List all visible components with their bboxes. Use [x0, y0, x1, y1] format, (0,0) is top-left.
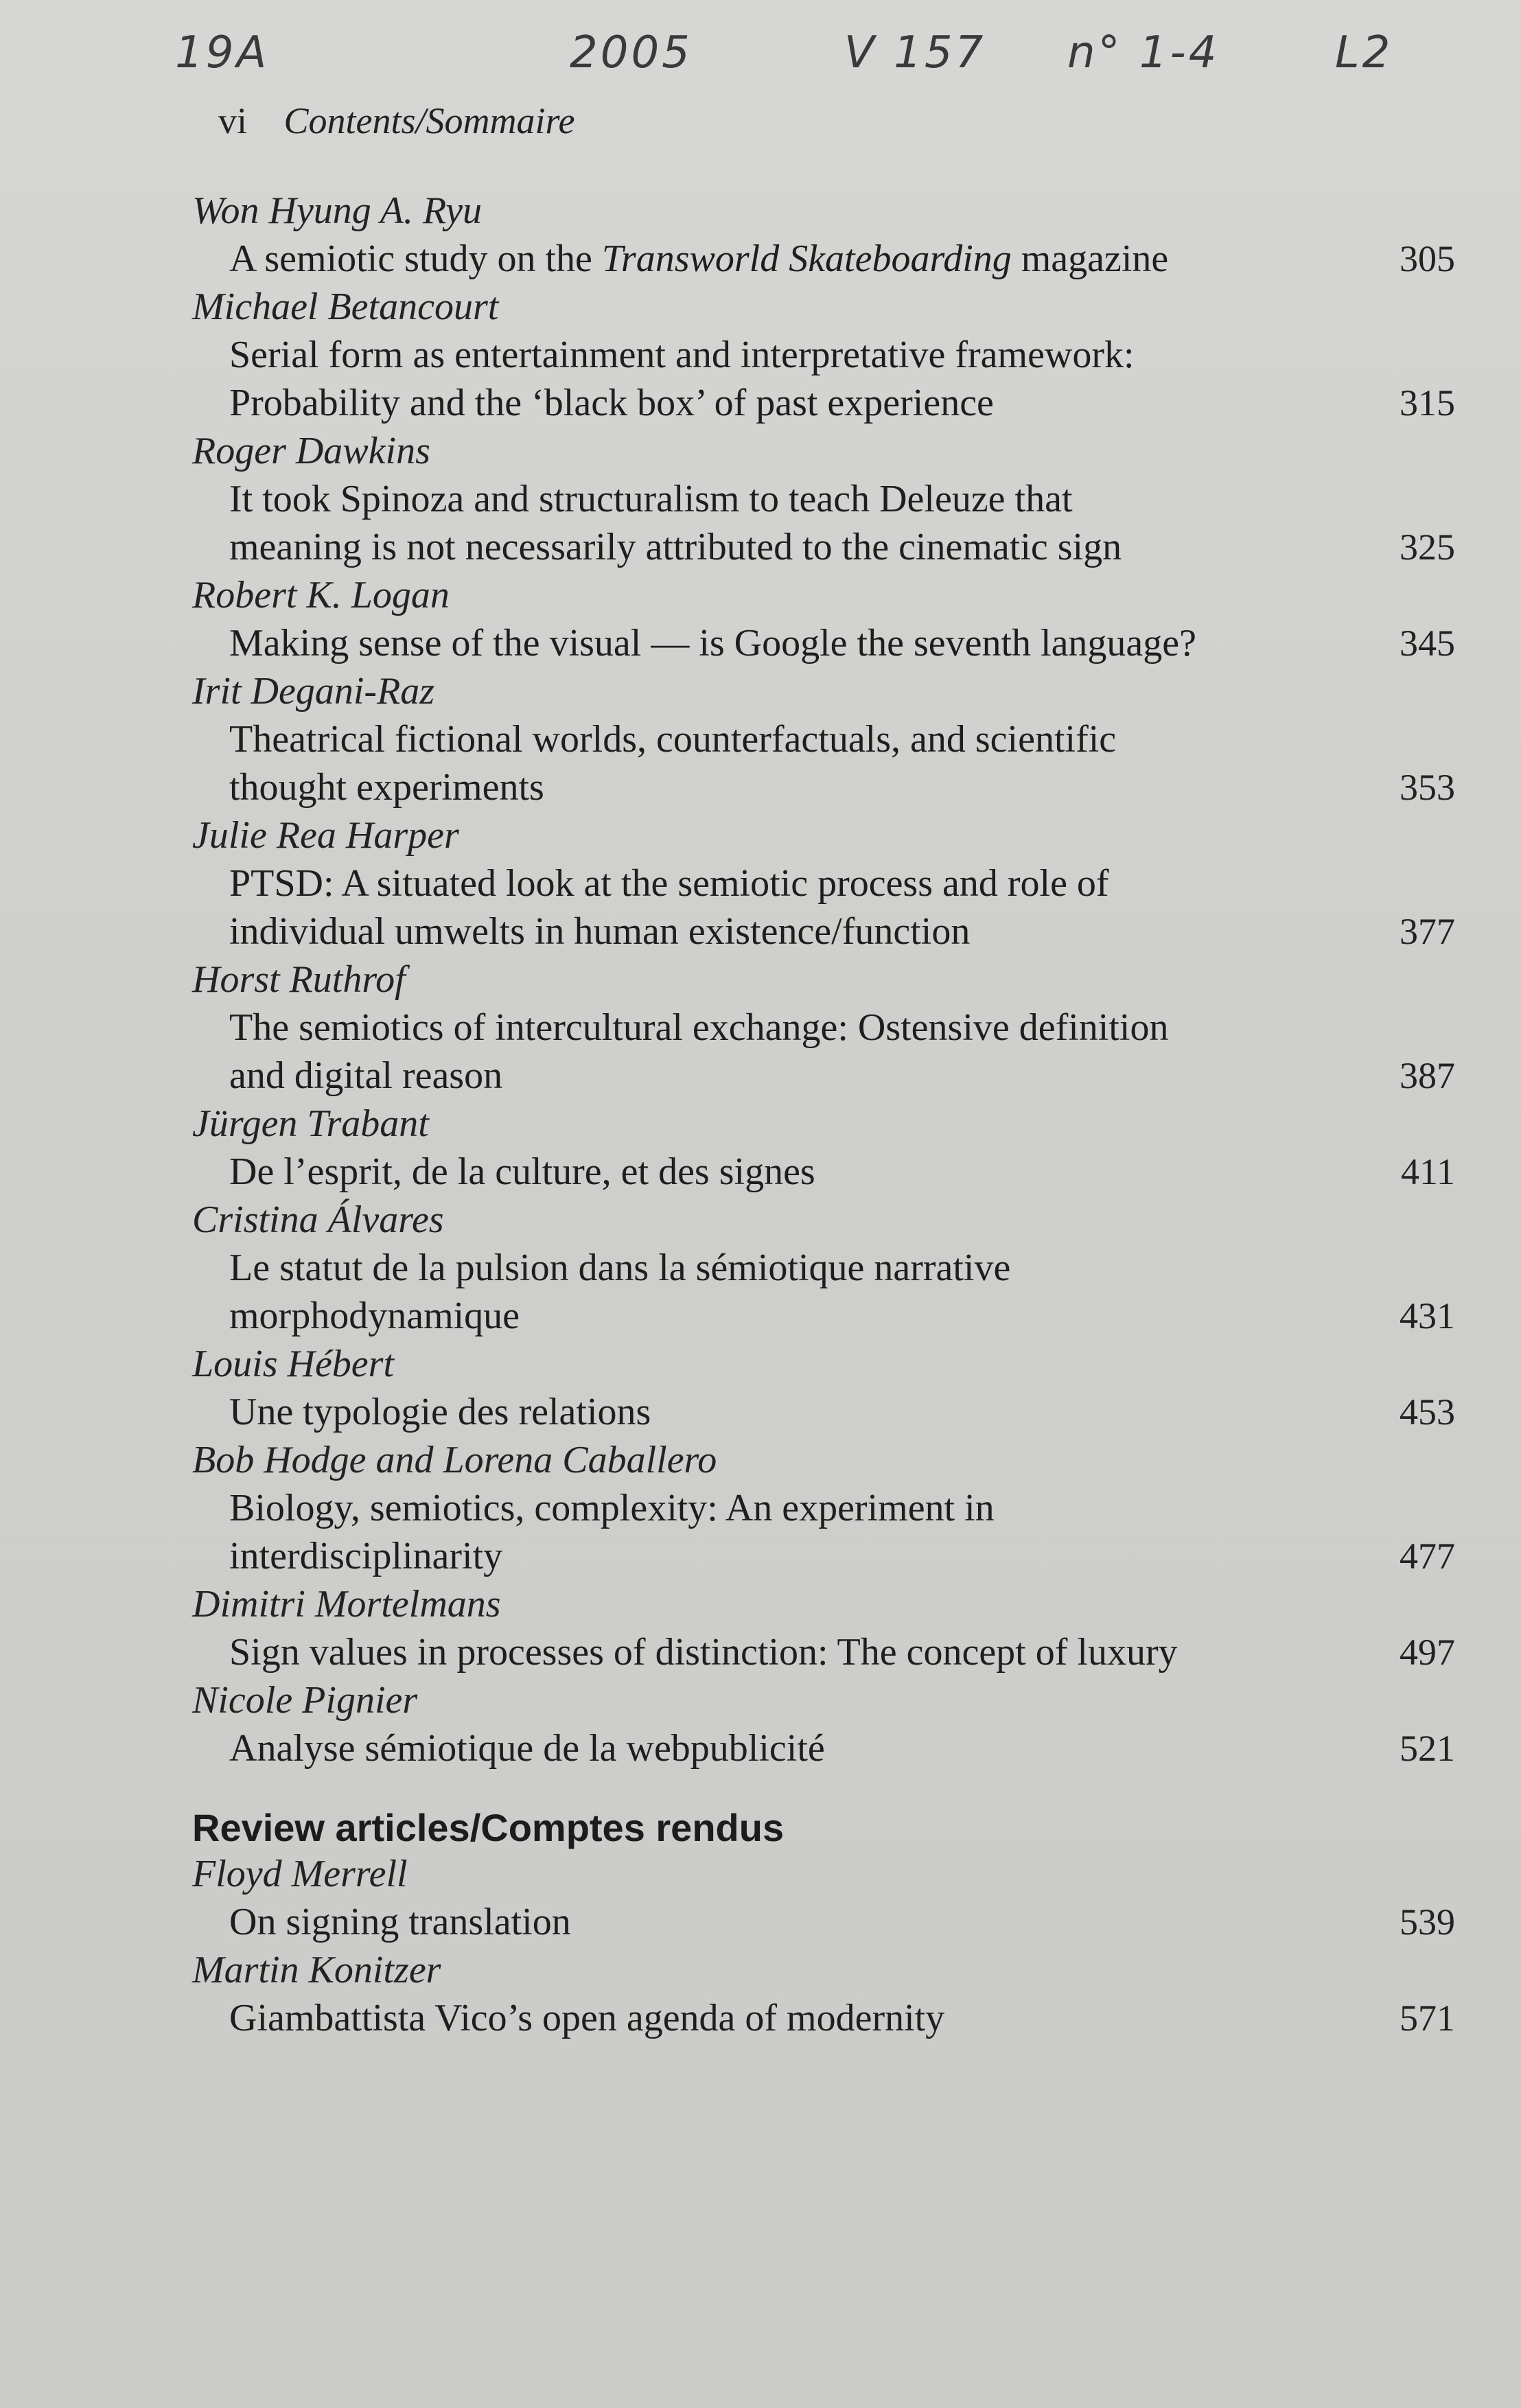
- entry-title-line: The semiotics of intercultural exchange: Ostensive definition: [229, 1006, 1169, 1049]
- entry-author: Roger Dawkins: [192, 430, 430, 472]
- entry-title: [192, 331, 1469, 427]
- entry-title-line: Probability and the ‘black box’ of past experience: [229, 382, 994, 424]
- entry-title-line: thought experiments: [229, 766, 544, 809]
- entry-title-line: meaning is not necessarily attributed to the cinematic sign: [229, 526, 1122, 568]
- entry-title: [192, 1628, 1469, 1676]
- entry-page-number: 387: [1400, 1055, 1455, 1096]
- entry-author: Martin Konitzer: [192, 1949, 441, 1991]
- entry-title-line: morphodynamique: [229, 1295, 520, 1337]
- entry-author: Julie Rea Harper: [192, 814, 459, 857]
- entry-title-line: and digital reason: [229, 1054, 503, 1097]
- entry-author: Nicole Pignier: [192, 1679, 418, 1722]
- toc-entry: [192, 1676, 1469, 1772]
- entry-title-text: magazine: [1011, 238, 1169, 280]
- entry-author: Irit Degani-Raz: [192, 670, 435, 713]
- entry-author: Floyd Merrell: [192, 1853, 408, 1895]
- entry-title-line: Une typologie des relations: [229, 1391, 651, 1433]
- entry-title-line: individual umwelts in human existence/function: [229, 910, 971, 953]
- entry-page-number: 521: [1400, 1728, 1455, 1769]
- toc-entry: [192, 1436, 1469, 1580]
- entry-page-number: 377: [1400, 911, 1455, 952]
- entry-title-line: PTSD: A situated look at the semiotic process and role of: [229, 862, 1109, 905]
- entry-page-number: 305: [1400, 238, 1455, 279]
- toc-entry: [192, 1100, 1469, 1196]
- entry-author: Louis Hébert: [192, 1343, 394, 1385]
- entry-title: [192, 619, 1469, 667]
- page-title: Contents/Sommaire: [283, 100, 575, 141]
- entry-title: [192, 1148, 1469, 1196]
- entry-title-line: Making sense of the visual — is Google the seventh language?: [229, 622, 1196, 664]
- entry-page-number: 431: [1400, 1295, 1455, 1336]
- entry-title: [192, 475, 1469, 571]
- toc-entry: [192, 667, 1469, 811]
- entry-title-line: It took Spinoza and structuralism to teach Deleuze that: [229, 478, 1073, 520]
- entry-title-line: Le statut de la pulsion dans la sémiotique narrative: [229, 1247, 1011, 1289]
- handwritten-note: n° 1-4: [1067, 27, 1220, 78]
- entry-page-number: 453: [1400, 1391, 1455, 1433]
- entry-title: [192, 1484, 1469, 1580]
- entry-title: [192, 1994, 1469, 2042]
- handwritten-note: L2: [1335, 27, 1393, 78]
- entry-page-number: 539: [1400, 1901, 1455, 1943]
- entry-title-line: Sign values in processes of distinction: The concept of luxury: [229, 1631, 1178, 1674]
- toc-entry: [192, 571, 1469, 667]
- handwritten-note: V 157: [844, 27, 986, 78]
- toc-entry: [192, 1850, 1469, 1946]
- entry-page-number: 497: [1400, 1632, 1455, 1673]
- toc-entry: [192, 811, 1469, 956]
- entry-author: Bob Hodge and Lorena Caballero: [192, 1439, 717, 1481]
- entry-title: [192, 1724, 1469, 1772]
- handwritten-note: 2005: [570, 27, 693, 78]
- entry-title-line: Biology, semiotics, complexity: An experiment in: [229, 1487, 995, 1529]
- entry-author: Dimitri Mortelmans: [192, 1583, 501, 1625]
- page-header: [218, 100, 575, 142]
- entry-author: Robert K. Logan: [192, 574, 450, 616]
- review-articles-list: [192, 1850, 1469, 2042]
- entry-page-number: 353: [1400, 767, 1455, 808]
- toc-entry: [192, 1196, 1469, 1340]
- entry-author: Won Hyung A. Ryu: [192, 189, 483, 232]
- entry-title-line: Analyse sémiotique de la webpublicité: [229, 1727, 825, 1770]
- review-section-heading: Review articles/Comptes rendus: [192, 1806, 785, 1849]
- entry-title-line: De l’esprit, de la culture, et des signes: [229, 1150, 815, 1193]
- toc-entry: [192, 1946, 1469, 2042]
- entry-title-text: A semiotic study on the: [229, 238, 602, 280]
- entry-author: Cristina Álvares: [192, 1199, 444, 1241]
- entry-title-journal: Transworld Skateboarding: [601, 238, 1012, 280]
- toc-entry: [192, 283, 1469, 427]
- entry-page-number: 571: [1400, 1998, 1455, 2039]
- toc-entry: [192, 427, 1469, 571]
- toc-entry: [192, 187, 1469, 283]
- entry-page-number: 325: [1400, 526, 1455, 568]
- toc-entry: [192, 956, 1469, 1100]
- page-folio: vi: [218, 100, 248, 141]
- entry-title: [192, 1388, 1469, 1436]
- entry-author: Michael Betancourt: [192, 286, 499, 328]
- entry-title-line: Serial form as entertainment and interpretative framework:: [229, 334, 1135, 376]
- entry-title: [192, 235, 1469, 283]
- entry-page-number: 411: [1401, 1151, 1455, 1192]
- entry-author: Horst Ruthrof: [192, 958, 406, 1001]
- entry-title-line: On signing translation: [229, 1901, 571, 1943]
- entry-page-number: 477: [1400, 1536, 1455, 1577]
- handwritten-note: 19A: [175, 27, 270, 78]
- entry-author: Jürgen Trabant: [192, 1102, 429, 1145]
- toc-entry: [192, 1580, 1469, 1676]
- entry-title: [192, 859, 1469, 956]
- entry-title: [192, 1898, 1469, 1946]
- toc-entry: [192, 1340, 1469, 1436]
- entry-title: [192, 1004, 1469, 1100]
- entry-page-number: 315: [1400, 382, 1455, 424]
- entry-title: [192, 1244, 1469, 1340]
- entry-title-line: Giambattista Vico’s open agenda of modernity: [229, 1997, 945, 2039]
- table-of-contents: [192, 187, 1469, 1772]
- entry-title: [192, 715, 1469, 811]
- entry-title-line: interdisciplinarity: [229, 1535, 503, 1577]
- entry-page-number: 345: [1400, 623, 1455, 664]
- entry-title-line: Theatrical fictional worlds, counterfactuals, and scientific: [229, 718, 1117, 761]
